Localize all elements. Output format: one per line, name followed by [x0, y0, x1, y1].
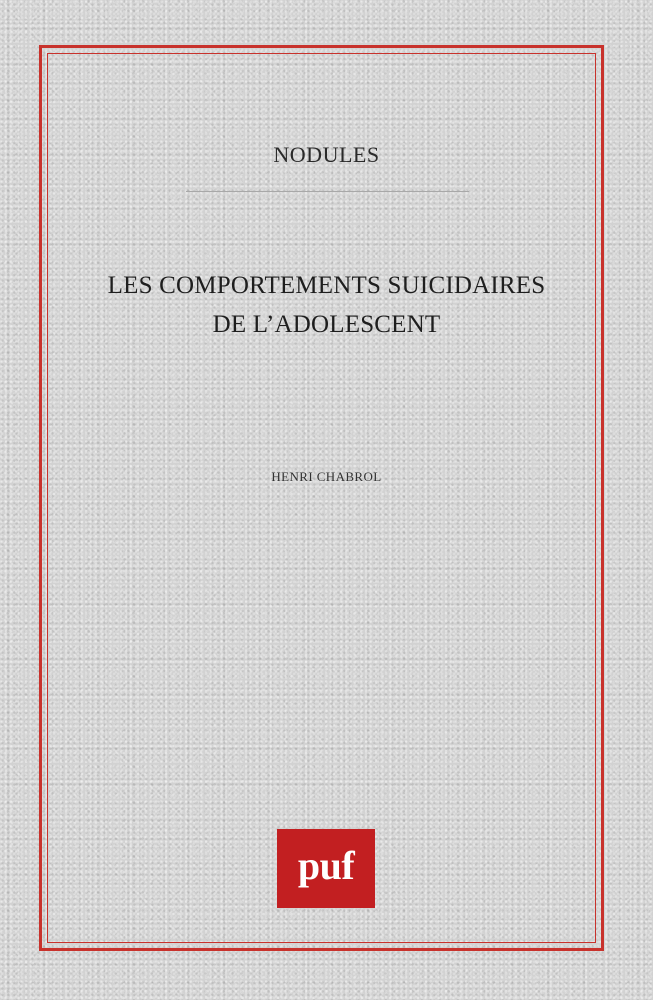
inner-red-frame — [47, 53, 596, 943]
author-name: HENRI CHABROL — [271, 469, 382, 484]
series-divider — [186, 191, 469, 192]
title-line-2: DE L’ADOLESCENT — [212, 311, 441, 338]
title-line-1: LES COMPORTEMENTS SUICIDAIRES — [107, 272, 546, 299]
publisher-logo — [277, 829, 375, 908]
publisher-logo-text: puf — [297, 842, 355, 888]
series-name: NODULES — [273, 142, 380, 167]
book-title — [60, 266, 593, 344]
